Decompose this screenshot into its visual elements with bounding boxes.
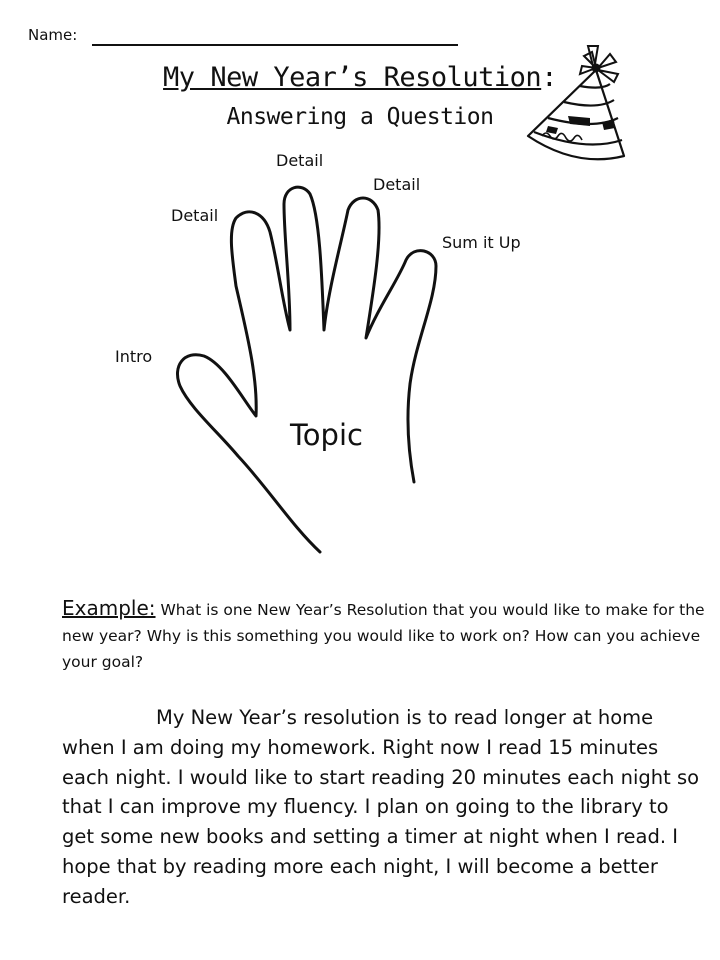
finger-label-detail-2: Detail xyxy=(373,175,421,194)
palm-label-topic: Topic xyxy=(290,418,363,452)
page-subtitle: Answering a Question xyxy=(226,104,494,130)
example-label: Example: xyxy=(62,596,156,620)
name-label: Name: xyxy=(28,26,78,44)
answer-paragraph: My New Year’s resolution is to read longer at home when I am doing my homework. Right now I read 15 minutes each night. I would like to start reading 20 minutes each night so that I can improve my fluency. I plan on going to the library to get some new books and setting a timer at night when I read. I hope that by reading more each night, I will become a better reader. xyxy=(62,706,700,908)
party-hat-icon xyxy=(518,40,630,170)
title-text: My New Year’s Resolution xyxy=(163,62,542,93)
finger-label-sum-it-up: Sum it Up xyxy=(442,233,521,252)
hand-outline-icon xyxy=(160,180,460,560)
example-question: What is one New Year’s Resolution that you would like to make for the new year? Why is this something you would like to work on? How can you achieve your goal? xyxy=(62,601,705,671)
title-colon: : xyxy=(541,62,557,93)
finger-label-detail-1: Detail xyxy=(276,151,324,170)
finger-label-intro: Intro xyxy=(115,347,153,366)
name-write-line[interactable] xyxy=(92,44,458,46)
finger-label-detail-3: Detail xyxy=(171,206,219,225)
example-prompt xyxy=(62,595,712,675)
